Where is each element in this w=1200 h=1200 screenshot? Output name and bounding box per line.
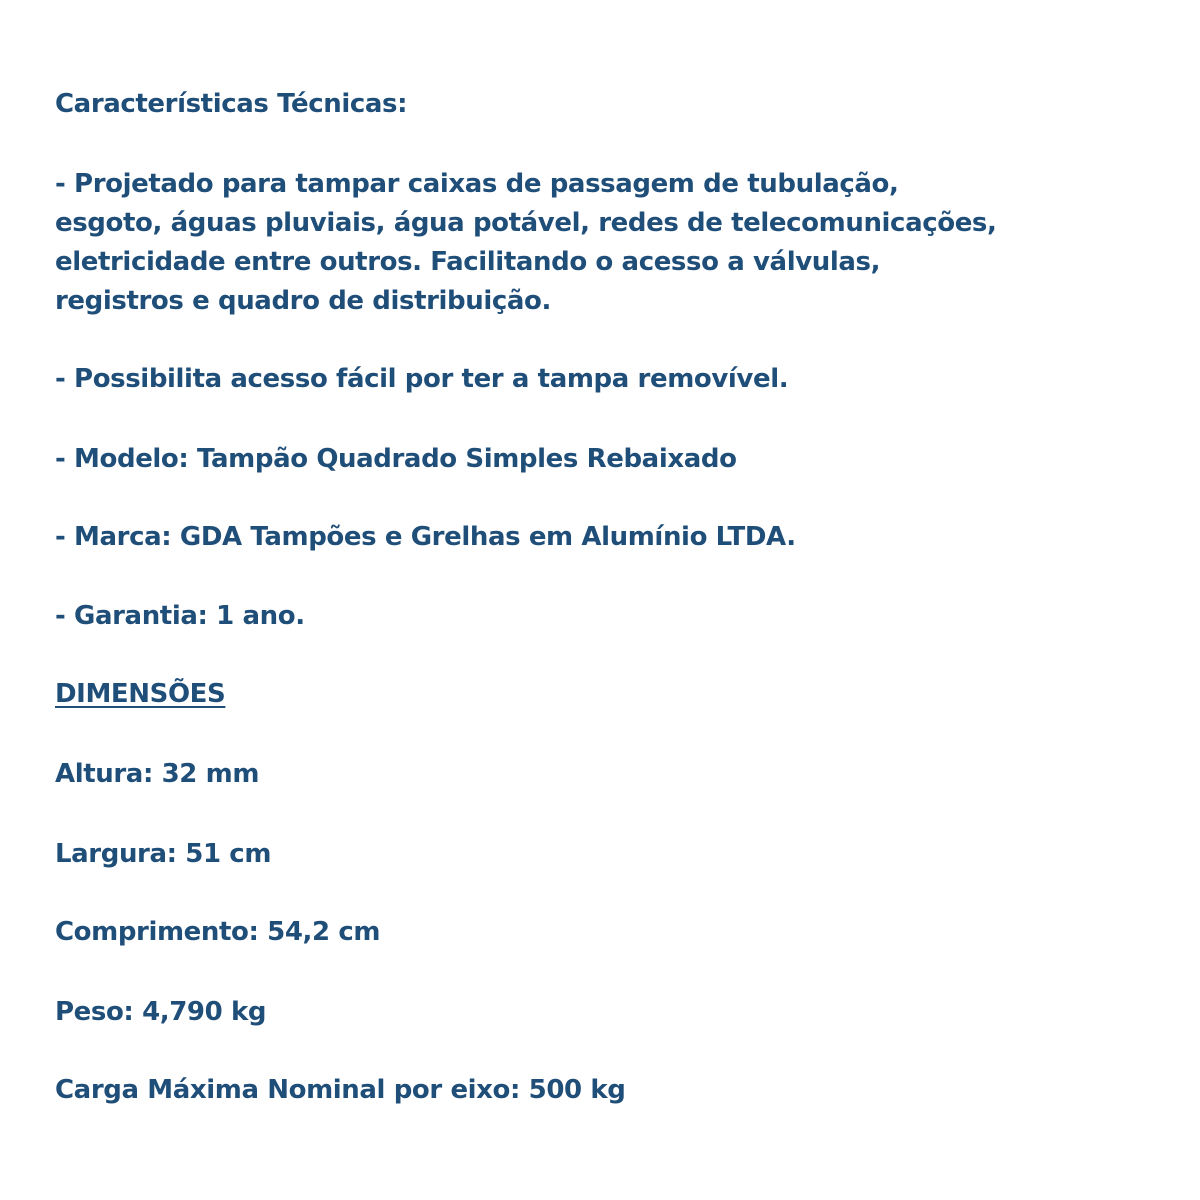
description-line-3: eletricidade entre outros. Facilitando o acesso a válvulas, bbox=[55, 247, 881, 277]
dimensions-heading: DIMENSÕES bbox=[55, 679, 226, 709]
description-line-4: registros e quadro de distribuição. bbox=[55, 286, 551, 316]
dimension-weight: Peso: 4,790 kg bbox=[55, 997, 267, 1027]
technical-features-heading: Características Técnicas: bbox=[55, 89, 408, 119]
description-line-2: esgoto, águas pluviais, água potável, redes de telecomunicações, bbox=[55, 208, 997, 238]
model-line: - Modelo: Tampão Quadrado Simples Rebaixado bbox=[55, 444, 737, 474]
dimension-length: Comprimento: 54,2 cm bbox=[55, 917, 381, 947]
description-line-1: - Projetado para tampar caixas de passagem de tubulação, bbox=[55, 169, 899, 199]
access-note: - Possibilita acesso fácil por ter a tampa removível. bbox=[55, 364, 789, 394]
dimension-width: Largura: 51 cm bbox=[55, 839, 272, 869]
warranty-line: - Garantia: 1 ano. bbox=[55, 601, 305, 631]
brand-line: - Marca: GDA Tampões e Grelhas em Alumínio LTDA. bbox=[55, 522, 796, 552]
dimension-max-load: Carga Máxima Nominal por eixo: 500 kg bbox=[55, 1075, 626, 1105]
dimension-height: Altura: 32 mm bbox=[55, 759, 260, 789]
